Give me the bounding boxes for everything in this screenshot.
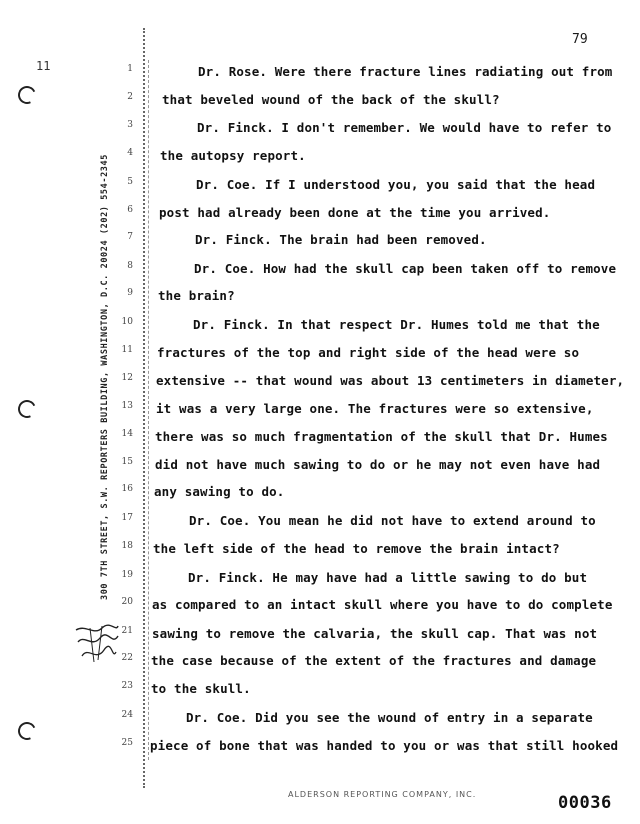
reporter-address: 300 7TH STREET, S.W. REPORTERS BUILDING, WASHINGTON, D.C. 20024 (202) 554-2345 — [100, 154, 110, 600]
line-number: 19 — [121, 570, 133, 580]
line-number: 8 — [127, 261, 133, 271]
transcript-line: extensive -- that wound was about 13 centimeters in diameter, — [156, 373, 625, 388]
line-number: 20 — [121, 597, 133, 607]
line-number: 21 — [121, 626, 133, 636]
transcript-line: any sawing to do. — [154, 484, 285, 499]
left-margin-rule — [143, 28, 145, 788]
corner-mark: 11 — [36, 59, 51, 73]
line-number: 11 — [121, 345, 133, 355]
transcript-line: piece of bone that was handed to you or was that still hooked — [150, 738, 619, 753]
line-number: 24 — [121, 710, 133, 720]
transcript-line: the autopsy report. — [160, 148, 306, 163]
line-number: 22 — [121, 653, 133, 663]
handwritten-scribble-icon — [72, 622, 122, 666]
transcript-line: Dr. Finck. I don't remember. We would have to refer to — [197, 120, 612, 135]
transcript-line: Dr. Finck. The brain had been removed. — [195, 232, 487, 247]
punch-hole-icon — [15, 719, 38, 742]
line-number: 14 — [121, 429, 133, 439]
line-number: 10 — [121, 317, 133, 327]
page-number: 79 — [572, 32, 588, 47]
line-number: 16 — [121, 484, 133, 494]
transcript-line: there was so much fragmentation of the skull that Dr. Humes — [155, 429, 608, 444]
line-number: 9 — [127, 288, 133, 298]
line-number: 12 — [121, 373, 133, 383]
transcript-line: the case because of the extent of the fractures and damage — [151, 653, 597, 668]
transcript-line: Dr. Rose. Were there fracture lines radiating out from — [198, 64, 613, 79]
transcript-line: Dr. Coe. You mean he did not have to extend around to — [189, 513, 596, 528]
line-number: 2 — [127, 92, 133, 102]
transcript-line: Dr. Finck. He may have had a little sawing to do but — [188, 570, 588, 585]
transcript-line: that beveled wound of the back of the skull? — [162, 92, 500, 107]
transcript-line: Dr. Coe. How had the skull cap been taken off to remove — [194, 261, 617, 276]
reporting-company-footer: ALDERSON REPORTING COMPANY, INC. — [288, 790, 477, 799]
punch-hole-icon — [15, 397, 38, 420]
line-number: 1 — [127, 64, 133, 74]
transcript-line: the left side of the head to remove the brain intact? — [153, 541, 560, 556]
transcript-line: sawing to remove the calvaria, the skull cap. That was not — [152, 626, 598, 641]
left-margin-rule-inner — [148, 60, 149, 760]
transcript-line: Dr. Coe. Did you see the wound of entry in a separate — [186, 710, 593, 725]
transcript-line: Dr. Finck. In that respect Dr. Humes told me that the — [193, 317, 600, 332]
punch-hole-icon — [15, 83, 38, 106]
line-number: 18 — [121, 541, 133, 551]
transcript-line: fractures of the top and right side of the head were so — [157, 345, 580, 360]
line-number: 3 — [127, 120, 133, 130]
transcript-line: as compared to an intact skull where you have to do complete — [152, 597, 613, 612]
transcript-line: the brain? — [158, 288, 235, 303]
line-number: 25 — [121, 738, 133, 748]
transcript-line: did not have much sawing to do or he may not even have had — [155, 457, 601, 472]
line-number: 17 — [121, 513, 133, 523]
bates-number: 00036 — [558, 793, 612, 813]
line-number: 13 — [121, 401, 133, 411]
transcript-line: it was a very large one. The fractures were so extensive, — [156, 401, 594, 416]
line-number: 6 — [127, 205, 133, 215]
line-number: 5 — [127, 177, 133, 187]
line-number: 15 — [121, 457, 133, 467]
transcript-line: post had already been done at the time you arrived. — [159, 205, 551, 220]
transcript-line: Dr. Coe. If I understood you, you said that the head — [196, 177, 596, 192]
transcript-line: to the skull. — [151, 681, 251, 696]
line-number: 23 — [121, 681, 133, 691]
line-number: 4 — [127, 148, 133, 158]
line-number: 7 — [127, 232, 133, 242]
